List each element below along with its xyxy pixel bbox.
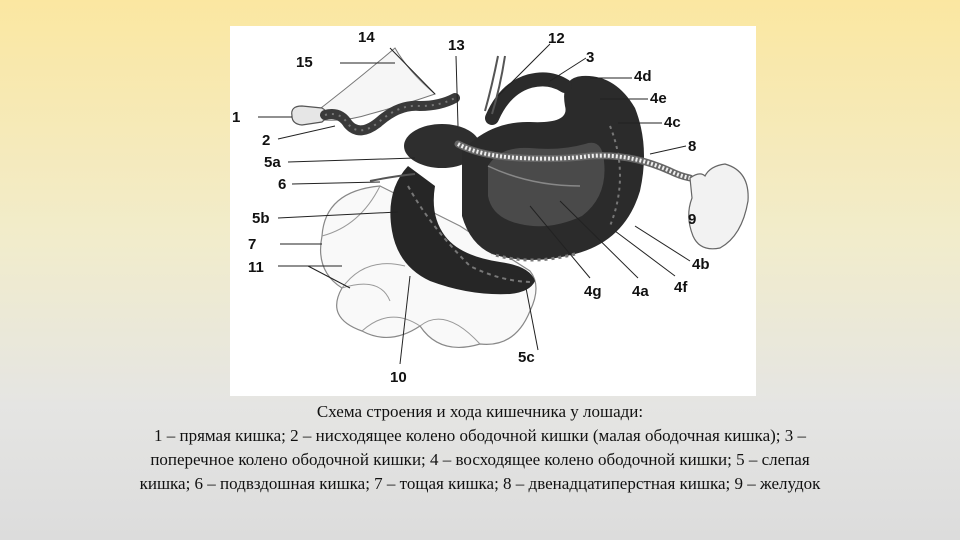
- label-11: 11: [248, 259, 264, 276]
- intestine-drawing: [230, 26, 756, 396]
- label-2: 2: [262, 132, 271, 149]
- label-15: 15: [296, 54, 313, 71]
- label-4a: 4a: [632, 283, 649, 300]
- label-5c: 5c: [518, 349, 535, 366]
- label-8: 8: [688, 138, 697, 155]
- label-14: 14: [358, 29, 375, 46]
- intestine-diagram: [230, 26, 756, 396]
- label-9: 9: [688, 211, 697, 228]
- caption-title: Схема строения и хода кишечника у лошади:: [316, 402, 644, 421]
- label-6: 6: [278, 176, 287, 193]
- label-12: 12: [548, 30, 565, 47]
- transverse-colon-3: [492, 79, 565, 118]
- label-4d: 4d: [634, 68, 652, 85]
- figure-caption: [60, 400, 900, 496]
- label-4c: 4c: [664, 114, 681, 131]
- label-5a: 5a: [264, 154, 281, 171]
- caption-line: 1 – прямая кишка; 2 – нисходящее колено ободочной кишки (малая ободочная кишка); 3 –: [154, 426, 806, 445]
- label-3: 3: [586, 49, 595, 66]
- label-4f: 4f: [674, 279, 688, 296]
- label-4b: 4b: [692, 256, 710, 273]
- label-7: 7: [248, 236, 257, 253]
- label-13: 13: [448, 37, 465, 54]
- stomach-9: [689, 164, 748, 249]
- label-4g: 4g: [584, 283, 602, 300]
- label-10: 10: [390, 369, 407, 386]
- label-5b: 5b: [252, 210, 270, 227]
- label-1: 1: [232, 109, 241, 126]
- caption-line: кишка; 6 – подвздошная кишка; 7 – тощая кишка; 8 – двенадцатиперстная кишка; 9 – желудок: [139, 474, 821, 493]
- caption-line: поперечное колено ободочной кишки; 4 – восходящее колено ободочной кишки; 5 – слепая: [150, 450, 810, 469]
- label-4e: 4e: [650, 90, 667, 107]
